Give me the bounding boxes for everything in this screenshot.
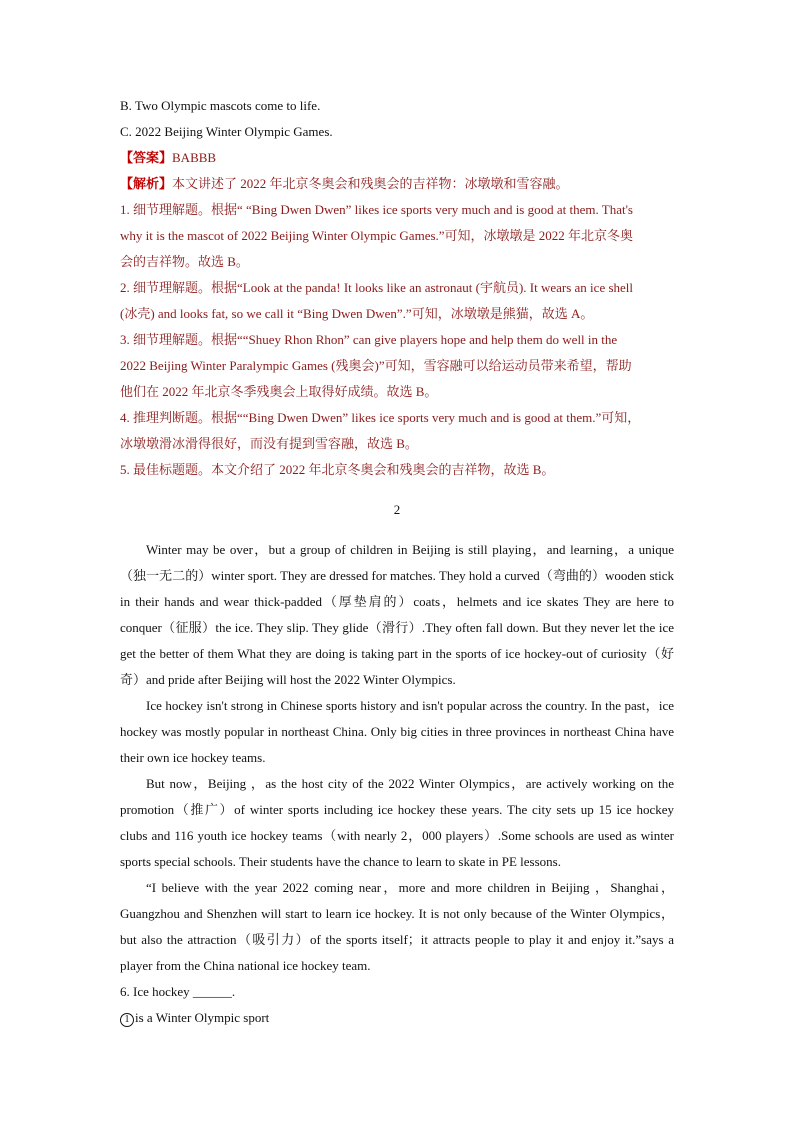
option-b: B. Two Olympic mascots come to life. [120,98,321,113]
analysis-item-1-line-1: 1. 细节理解题。根据“ “Bing Dwen Dwen” likes ice sports very much and is good at them. That's [120,202,633,217]
answer-tag: 【答案】 [120,150,173,165]
analysis-intro-line [120,171,674,197]
analysis-item-2-line-2: (冰壳) and looks fat, so we call it “Bing Dwen Dwen”.”可知，冰墩墩是熊猫，故选 A。 [120,306,594,321]
analysis-intro: 本文讲述了 2022 年北京冬奥会和残奥会的吉祥物：冰墩墩和雪容融。 [172,176,569,191]
analysis-item-1-line-3: 会的吉祥物。故选 B。 [120,254,249,269]
question-stem: 6. Ice hockey ______. [120,984,236,999]
passage-paragraph-3: But now，Beijing ，as the host city of the 2022 Winter Olympics，are actively working on the promotion（推广）of winter sports including ice hockey these years. The city sets up 15 ice hockey clubs and 116 youth ice hockey teams（with nearly 2，000 players）.Some schools are used as winter sports special schools. Their students have the chance to learn to skate in PE lessons. [120,776,674,869]
passage-paragraph-2: Ice hockey isn't strong in Chinese sports history and isn't popular across the country. In the past，ice hockey was mostly popular in northeast China. Only big cities in three provinces in northeast China have their own ice hockey teams. [120,698,674,765]
option-c: C. 2022 Beijing Winter Olympic Games. [120,124,333,139]
analysis-item-1-line-2: why it is the mascot of 2022 Beijing Winter Olympic Games.”可知，冰墩墩是 2022 年北京冬奥 [120,228,634,243]
circled-number-marker: 1 [120,1013,134,1027]
analysis-item-5-line-1: 5. 最佳标题题。本文介绍了 2022 年北京冬奥会和残奥会的吉祥物，故选 B。 [120,462,555,477]
analysis-item-3-line-2: 2022 Beijing Winter Paralympic Games (残奥会)”可知，雪容融可以给运动员带来希望，帮助 [120,358,632,373]
answer-value: BABBB [172,150,217,165]
question-option-1 [120,1005,674,1031]
analysis-tag: 【解析】 [120,176,173,191]
analysis-item-4-line-2: 冰墩墩滑冰滑得很好，而没有提到雪容融，故选 B。 [120,436,418,451]
analysis-item-3-line-3: 他们在 2022 年北京冬季残奥会上取得好成绩。故选 B。 [120,384,438,399]
section-number: 2 [393,502,401,517]
analysis-item-2-line-1: 2. 细节理解题。根据“Look at the panda! It looks like an astronaut (宇航员). It wears an ice shell [120,280,634,295]
question-option-text: is a Winter Olympic sport [135,1010,270,1025]
passage-paragraph-1: Winter may be over，but a group of children in Beijing is still playing，and learning，a unique（独一无二的）winter sport. They are dressed for matches. They hold a curved（弯曲的）wooden stick in their hands and wear thick-padded（厚垫肩的）coats，helmets and ice skates They are here to conquer（征服）the ice. They slip. They glide（滑行）.They often fall down. But they never let the ice get the better of them What they are doing is taking part in the sports of ice hockey-out of curiosity（好奇）and pride after Beijing will host the 2022 Winter Olympics. [120,542,675,687]
analysis-item-3-line-1: 3. 细节理解题。根据““Shuey Rhon Rhon” can give players hope and help them do well in the [120,332,618,347]
passage-paragraph-4: “I believe with the year 2022 coming near，more and more children in Beijing ，Shanghai，Guangzhou and Shenzhen will start to learn ice hockey. It is not only because of the Winter Olympics，but also the attraction（吸引力）of the sports itself；it attracts people to play it and enjoy it.”says a player from the China national ice hockey team. [120,880,674,973]
analysis-item-4-line-1: 4. 推理判断题。根据““Bing Dwen Dwen” likes ice sports very much and is good at them.”可知， [120,410,641,425]
answer-line [120,145,674,171]
document-content [120,93,674,1031]
